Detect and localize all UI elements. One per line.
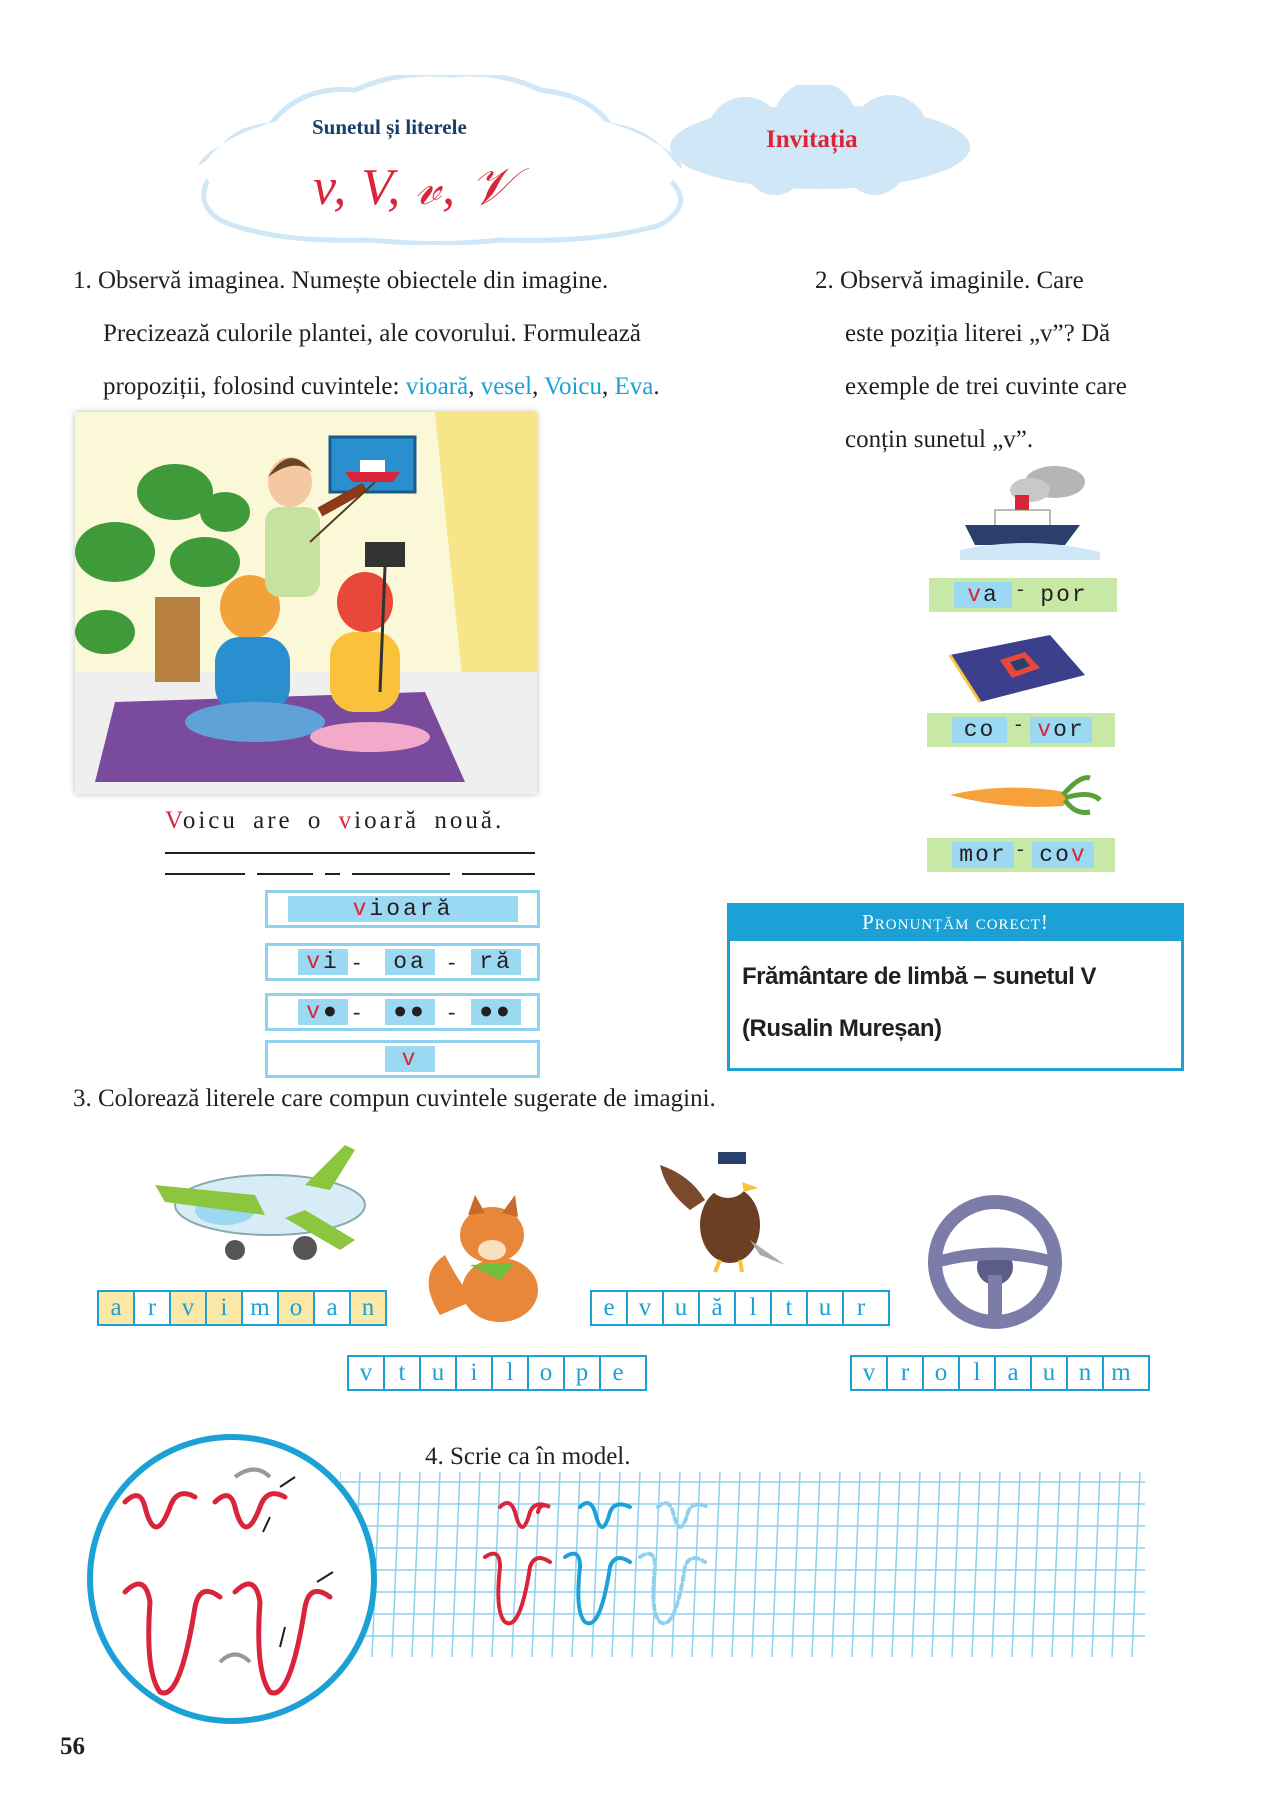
pronuntam-line1: Frământare de limbă – sunetul V: [742, 963, 1096, 990]
pronuntam-header: Pronunțăm corect!: [727, 903, 1184, 941]
page-number: 56: [60, 1733, 85, 1760]
grid-letter[interactable]: i: [457, 1357, 493, 1389]
grid-letter[interactable]: v: [349, 1357, 385, 1389]
grid-letter[interactable]: l: [960, 1357, 996, 1389]
letter-grid-vultur[interactable]: [590, 1290, 890, 1326]
grid-letter[interactable]: a: [315, 1292, 351, 1324]
ex1-line3: propoziții, folosind cuvintele: vioară, vesel, Voicu, Eva.: [103, 373, 660, 400]
word-vioara: vioară: [405, 373, 469, 400]
cloud-title: Sunetul și literele: [312, 115, 467, 139]
scheme-letter-box: v: [265, 1040, 540, 1078]
scheme-word-box: vioară: [265, 890, 540, 928]
word-bar-morcov: mor - cov: [927, 838, 1115, 872]
grid-letter[interactable]: o: [279, 1292, 315, 1324]
grid-letter[interactable]: r: [135, 1292, 171, 1324]
grid-letter[interactable]: ă: [700, 1292, 736, 1324]
word-voicu: Voicu: [544, 373, 603, 400]
word-bar-covor: co - vor: [927, 713, 1115, 747]
grid-letter[interactable]: u: [664, 1292, 700, 1324]
steamship-icon: [960, 460, 1100, 565]
grid-letter[interactable]: m: [1111, 1359, 1131, 1386]
ex3-text: 3. Colorează literele care compun cuvintele sugerate de imagini.: [73, 1085, 716, 1112]
grid-letter[interactable]: t: [772, 1292, 808, 1324]
grid-letter[interactable]: u: [808, 1292, 844, 1324]
ex4-text: 4. Scrie ca în model.: [425, 1443, 631, 1470]
grid-letter[interactable]: l: [493, 1357, 529, 1389]
grid-letter[interactable]: m: [243, 1292, 279, 1324]
grid-letter[interactable]: v: [171, 1292, 207, 1324]
sentence-underline-top: [165, 852, 535, 854]
grid-letter[interactable]: v: [852, 1357, 888, 1389]
carpet-icon: [940, 630, 1090, 705]
grid-letter[interactable]: e: [612, 1359, 624, 1386]
grid-letter[interactable]: n: [351, 1292, 385, 1324]
pronuntam-box: [727, 941, 1184, 1071]
ex2-line4: conțin sunetul „v”.: [845, 426, 1034, 453]
letter-model-circle: [85, 1432, 380, 1727]
grid-letter[interactable]: a: [996, 1357, 1032, 1389]
ex2-line1: 2. Observă imaginile. Care: [815, 267, 1084, 294]
airplane-icon: [155, 1140, 380, 1265]
grid-letter[interactable]: o: [529, 1357, 565, 1389]
letter-grid-vulpe[interactable]: [347, 1355, 647, 1391]
grid-letter[interactable]: p: [565, 1357, 601, 1389]
scheme-dots-box: v● - ●● - ●●: [265, 993, 540, 1031]
sentence-word-lines: [165, 868, 545, 880]
grid-letter[interactable]: r: [888, 1357, 924, 1389]
model-sentence: Voicu are o vioară nouă.: [165, 807, 505, 834]
ex1-line1: 1. Observă imaginea. Numește obiectele din imagine.: [73, 267, 609, 294]
ex2-line3: exemple de trei cuvinte care: [845, 373, 1127, 400]
pronuntam-line2: (Rusalin Mureșan): [742, 1015, 942, 1042]
steering-wheel-icon: [928, 1195, 1063, 1330]
violin-scene-illustration: [75, 412, 537, 794]
eagle-icon: [650, 1140, 790, 1275]
writing-grid: [340, 1472, 1145, 1657]
grid-letter[interactable]: n: [1068, 1357, 1104, 1389]
grid-letter[interactable]: a: [99, 1292, 135, 1324]
grid-letter[interactable]: e: [592, 1292, 628, 1324]
grid-letter[interactable]: u: [1032, 1357, 1068, 1389]
scheme-syllable-box: vi - oa - ră: [265, 943, 540, 981]
grid-letter[interactable]: v: [628, 1292, 664, 1324]
word-bar-vapor: va - por: [929, 578, 1117, 612]
carrot-icon: [945, 770, 1105, 820]
grid-letter[interactable]: o: [924, 1357, 960, 1389]
letter-grid-avion[interactable]: [97, 1290, 387, 1326]
fox-icon: [420, 1195, 555, 1325]
cloud-letters: v, V, 𝓋, 𝒱: [313, 159, 515, 216]
word-vesel: vesel: [480, 373, 533, 400]
ex2-line2: este poziția literei „v”? Dă: [845, 320, 1111, 347]
letter-grid-volan[interactable]: [850, 1355, 1150, 1391]
grid-letter[interactable]: t: [385, 1357, 421, 1389]
grid-letter[interactable]: r: [856, 1294, 866, 1321]
section-title: Invitația: [766, 126, 858, 153]
grid-letter[interactable]: u: [421, 1357, 457, 1389]
word-eva: Eva: [614, 373, 654, 400]
grid-letter[interactable]: i: [207, 1292, 243, 1324]
grid-letter[interactable]: l: [736, 1292, 772, 1324]
ex1-line2: Precizează culorile plantei, ale covorului. Formulează: [103, 320, 641, 347]
